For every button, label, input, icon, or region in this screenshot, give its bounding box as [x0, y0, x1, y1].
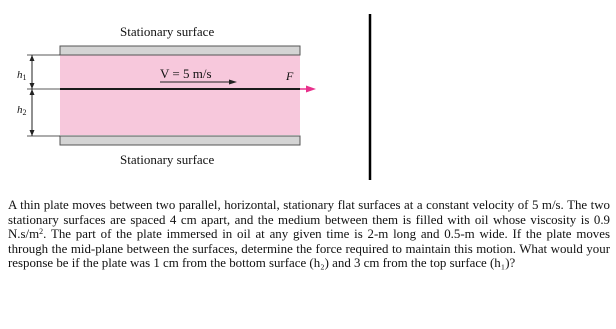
bottom-stationary-surface	[60, 136, 300, 145]
h2-subscript: 2	[22, 108, 27, 117]
h1-arrow-down	[30, 83, 35, 89]
h2-symbol: h	[17, 104, 23, 116]
h2-arrow-down	[30, 130, 35, 136]
h1-subscript: 1	[22, 73, 27, 82]
force-label: F	[286, 69, 294, 83]
velocity-label: V = 5 m/s	[160, 66, 212, 81]
bottom-surface-label: Stationary surface	[120, 152, 215, 167]
h1-symbol: h	[17, 69, 23, 81]
problem-superscript: 2	[39, 227, 44, 237]
top-stationary-surface	[60, 46, 300, 55]
h2-arrow-up	[30, 89, 35, 95]
figure	[0, 0, 400, 185]
problem-statement	[8, 198, 610, 271]
h1-label	[17, 69, 27, 82]
problem-text-part1: A thin plate moves between two parallel, horizontal, stationary flat surfaces at a constant velocity of 5 m/s. The two stationary surfaces are spaced 4 cm apart, and the medium between them is filled with oil whose viscosity is 0.9 N.s/m	[8, 198, 610, 242]
top-surface-label: Stationary surface	[120, 24, 215, 39]
h1-arrow-up	[30, 55, 35, 61]
force-arrowhead	[306, 86, 316, 93]
problem-text-part2: . The part of the plate immersed in oil at any given time is 2-m long and 0.5-m wide. If the plate moves through the mid-plane between the surfaces, determine the force required to maintain this motion. What would your response be if the plate was 1 cm from the bottom surface (h₂) and 3 cm from the top surface (h₁)?	[8, 227, 610, 271]
h2-label	[17, 104, 27, 117]
